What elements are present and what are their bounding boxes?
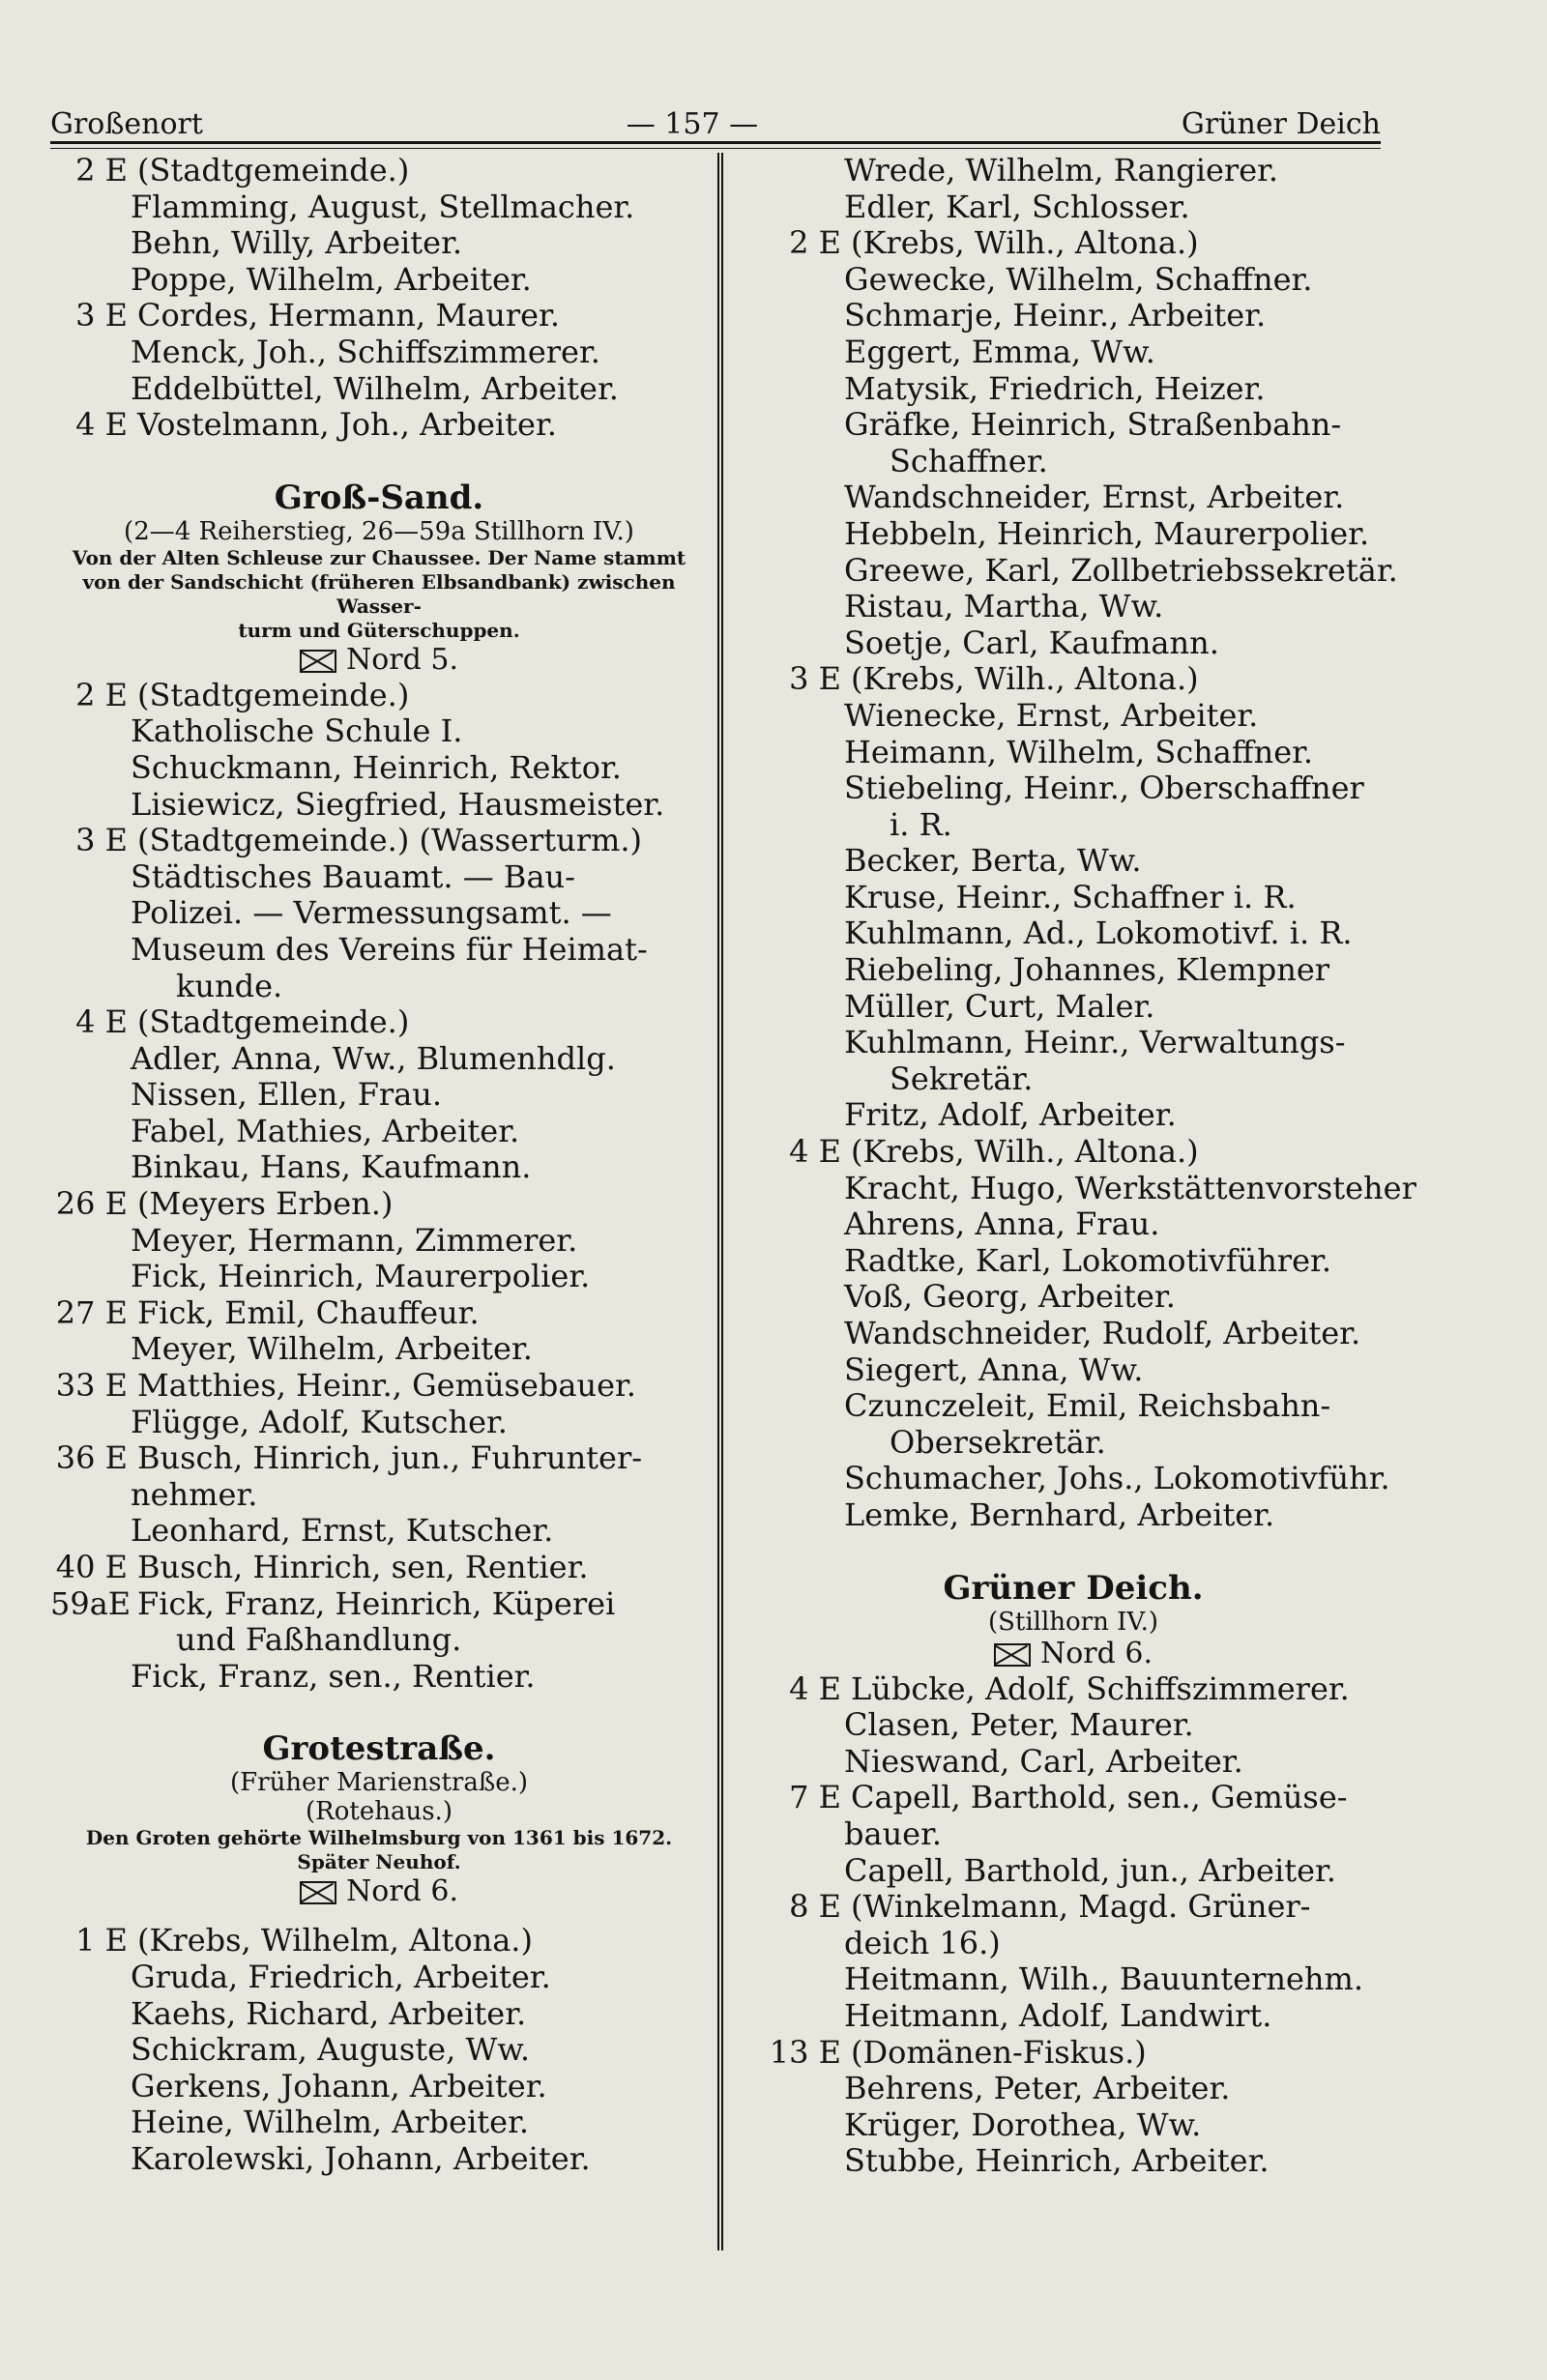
resident-line: Schuckmann, Heinrich, Rektor. xyxy=(131,748,622,786)
postal-district xyxy=(50,1874,708,1909)
resident-line: Katholische Schule I. xyxy=(131,712,463,750)
resident-line: Meyer, Hermann, Zimmerer. xyxy=(131,1221,578,1259)
street-title: Groß-Sand. xyxy=(274,478,484,517)
street-note: Später Neuhof. xyxy=(297,1850,461,1874)
resident-line: Kaehs, Richard, Arbeiter. xyxy=(131,1994,527,2032)
resident-line: Siegert, Anna, Ww. xyxy=(844,1350,1144,1388)
resident-line: Flügge, Adolf, Kutscher. xyxy=(131,1403,508,1440)
street-note: von der Sandschicht (früheren Elbsandbank) zwischen Wasser- xyxy=(82,569,676,618)
resident-line: Stiebeling, Heinr., Oberschaffner xyxy=(844,769,1364,807)
house-number: 3 E xyxy=(75,822,128,859)
resident-line: Soetje, Carl, Kaufmann. xyxy=(844,624,1219,661)
resident-line: Polizei. — Vermessungsamt. — xyxy=(131,894,612,932)
entry-text: (Meyers Erben.) xyxy=(137,1185,394,1223)
resident-line: Radtke, Karl, Lokomotivführer. xyxy=(844,1241,1331,1279)
resident-line: Krüger, Dorothea, Ww. xyxy=(844,2105,1202,2143)
house-entry xyxy=(50,1295,708,1332)
house-entry xyxy=(50,1550,708,1586)
house-entry xyxy=(50,1440,708,1477)
house-entry xyxy=(50,1923,708,1959)
resident-line: Nissen, Ellen, Frau. xyxy=(131,1076,443,1114)
house-entry xyxy=(764,1134,1383,1171)
resident-line: Kracht, Hugo, Werkstättenvorsteher xyxy=(844,1169,1416,1206)
resident-line: Becker, Berta, Ww. xyxy=(844,842,1142,880)
house-number: 4 E xyxy=(789,1669,841,1707)
resident-line: Poppe, Wilhelm, Arbeiter. xyxy=(131,260,532,298)
column-divider xyxy=(717,153,723,2250)
house-entry xyxy=(50,153,708,189)
resident-line: bauer. xyxy=(844,1814,943,1852)
house-number: 33 E xyxy=(55,1367,128,1405)
resident-line: Heitmann, Wilh., Bauunternehm. xyxy=(844,1960,1364,1998)
house-number: 7 E xyxy=(789,1779,841,1816)
house-number: 4 E xyxy=(75,406,128,444)
postal-district-label: Nord 5. xyxy=(345,642,458,677)
house-entry xyxy=(50,407,708,444)
resident-line: nehmer. xyxy=(131,1475,258,1513)
resident-line: Müller, Curt, Maler. xyxy=(844,987,1155,1025)
house-number: 2 E xyxy=(75,676,128,713)
resident-line: Binkau, Hans, Kaufmann. xyxy=(131,1148,532,1186)
header-rule xyxy=(50,141,1381,149)
street-note: turm und Güterschuppen. xyxy=(238,618,520,642)
entry-text: Fick, Franz, Heinrich, Küperei xyxy=(137,1584,616,1622)
entry-text: Lübcke, Adolf, Schiffszimmerer. xyxy=(851,1669,1350,1707)
entry-text: (Domänen-Fiskus.) xyxy=(851,2033,1147,2071)
resident-line: Greewe, Karl, Zollbetriebssekretär. xyxy=(844,551,1398,589)
resident-line: Lemke, Bernhard, Arbeiter. xyxy=(844,1495,1275,1533)
resident-line: Capell, Barthold, jun., Arbeiter. xyxy=(844,1851,1336,1889)
entry-text: (Krebs, Wilh., Altona.) xyxy=(851,224,1199,262)
resident-line: Kruse, Heinr., Schaffner i. R. xyxy=(844,878,1297,915)
resident-line: Heitmann, Adolf, Landwirt. xyxy=(844,1996,1272,2034)
entry-text: (Krebs, Wilhelm, Altona.) xyxy=(137,1922,533,1959)
resident-line: Kuhlmann, Heinr., Verwaltungs- xyxy=(844,1024,1346,1061)
resident-continuation: Schaffner. xyxy=(890,442,1048,479)
entry-text: Busch, Hinrich, sen, Rentier. xyxy=(137,1549,589,1585)
resident-line: Clasen, Peter, Maurer. xyxy=(844,1706,1194,1744)
resident-line: Meyer, Wilhelm, Arbeiter. xyxy=(131,1330,533,1368)
entry-text: (Stadtgemeinde.) xyxy=(137,1003,410,1041)
house-number: 1 E xyxy=(75,1922,128,1959)
resident-line: Edler, Karl, Schlosser. xyxy=(844,188,1190,225)
house-entry xyxy=(764,1889,1383,1926)
resident-line: Stubbe, Heinrich, Arbeiter. xyxy=(844,2142,1270,2180)
house-entry xyxy=(764,661,1383,698)
resident-line: Eddelbüttel, Wilhelm, Arbeiter. xyxy=(131,369,619,407)
resident-line: Kuhlmann, Ad., Lokomotivf. i. R. xyxy=(844,914,1353,952)
house-number: 27 E xyxy=(55,1293,128,1331)
resident-continuation: i. R. xyxy=(890,805,952,843)
postal-district xyxy=(764,1637,1383,1671)
resident-line: Wandschneider, Rudolf, Arbeiter. xyxy=(844,1315,1361,1351)
street-subtitle: (Früher Marienstraße.) xyxy=(229,1768,529,1798)
house-number: 3 E xyxy=(75,297,128,334)
resident-line: Flamming, August, Stellmacher. xyxy=(131,188,635,225)
entry-text: Busch, Hinrich, jun., Fuhrunter- xyxy=(137,1439,643,1477)
house-number: 36 E xyxy=(55,1439,128,1477)
resident-line: Gewecke, Wilhelm, Schaffner. xyxy=(844,260,1313,298)
resident-line: Riebeling, Johannes, Klempner xyxy=(844,951,1330,989)
resident-line: Lisiewicz, Siegfried, Hausmeister. xyxy=(131,785,665,823)
entry-text: Capell, Barthold, sen., Gemüse- xyxy=(851,1779,1348,1816)
entry-text: (Stadtgemeinde.) (Wasserturm.) xyxy=(137,822,642,859)
resident-line: Fritz, Adolf, Arbeiter. xyxy=(844,1096,1177,1134)
resident-line: Fick, Heinrich, Maurerpolier. xyxy=(131,1258,591,1295)
postal-district-label: Nord 6. xyxy=(1039,1636,1153,1670)
section-gap xyxy=(50,444,708,479)
house-number: 4 E xyxy=(789,1133,841,1171)
resident-line: Ristau, Martha, Ww. xyxy=(844,588,1164,625)
resident-line: Wrede, Wilhelm, Rangierer. xyxy=(844,152,1279,189)
house-number: 3 E xyxy=(789,660,841,698)
house-number: 2 E xyxy=(75,152,128,189)
resident-line: Menck, Joh., Schiffszimmerer. xyxy=(131,333,600,370)
entry-text: Fick, Emil, Chauffeur. xyxy=(137,1293,480,1331)
right-column xyxy=(764,152,1416,2250)
resident-line: Karolewski, Johann, Arbeiter. xyxy=(131,2139,591,2177)
section-gap xyxy=(764,1534,1383,1569)
street-note: Den Groten gehörte Wilhelmsburg von 1361 bis 1672. xyxy=(85,1826,673,1850)
house-number: 4 E xyxy=(75,1003,128,1041)
resident-line: Städtisches Bauamt. — Bau- xyxy=(131,857,575,895)
resident-line: Behrens, Peter, Arbeiter. xyxy=(844,2070,1231,2107)
resident-line: Museum des Vereins für Heimat- xyxy=(131,930,648,968)
resident-line: Adler, Anna, Ww., Blumenhdlg. xyxy=(131,1039,616,1077)
resident-line: Gruda, Friedrich, Arbeiter. xyxy=(131,1958,551,1995)
house-number: 59aE xyxy=(50,1584,131,1622)
entry-text: (Stadtgemeinde.) xyxy=(137,152,410,189)
house-entry xyxy=(50,823,708,859)
left-column xyxy=(50,153,708,2250)
entry-text: (Winkelmann, Magd. Grüner- xyxy=(851,1888,1311,1926)
house-entry xyxy=(764,1780,1383,1816)
envelope-icon xyxy=(300,1881,336,1904)
resident-line: Gräfke, Heinrich, Straßenbahn- xyxy=(844,406,1342,444)
house-entry xyxy=(764,2035,1383,2072)
resident-line: Leonhard, Ernst, Kutscher. xyxy=(131,1512,554,1550)
resident-line: Eggert, Emma, Ww. xyxy=(844,333,1155,370)
resident-line: Heine, Wilhelm, Arbeiter. xyxy=(131,2104,530,2141)
page-header xyxy=(50,97,1381,141)
street-subtitle: (Stillhorn IV.) xyxy=(987,1607,1159,1637)
resident-line: Fabel, Mathies, Arbeiter. xyxy=(131,1112,520,1149)
entry-text: (Krebs, Wilh., Altona.) xyxy=(851,660,1199,698)
house-number: 8 E xyxy=(789,1888,841,1926)
resident-line: Ahrens, Anna, Frau. xyxy=(844,1205,1160,1243)
street-title: Grotestraße. xyxy=(262,1729,496,1769)
street-title: Grüner Deich. xyxy=(943,1568,1204,1608)
resident-line: Czunczeleit, Emil, Reichsbahn- xyxy=(844,1387,1331,1425)
entry-text: Cordes, Hermann, Maurer. xyxy=(137,297,560,334)
street-subtitle: (Rotehaus.) xyxy=(306,1797,452,1827)
resident-line: Schmarje, Heinr., Arbeiter. xyxy=(844,297,1267,334)
envelope-icon xyxy=(994,1643,1031,1667)
house-number: 40 E xyxy=(55,1549,128,1585)
house-entry xyxy=(764,1671,1383,1708)
header-left: Großenort xyxy=(50,107,203,141)
resident-line: Schumacher, Johs., Lokomotivführ. xyxy=(844,1460,1390,1497)
street-subtitle: (2—4 Reiherstieg, 26—59a Stillhorn IV.) xyxy=(124,516,634,546)
resident-line: Matysik, Friedrich, Heizer. xyxy=(844,369,1266,407)
resident-line: Fick, Franz, sen., Rentier. xyxy=(131,1657,536,1695)
resident-line: Voß, Georg, Arbeiter. xyxy=(844,1278,1176,1316)
resident-line: Behn, Willy, Arbeiter. xyxy=(131,224,463,262)
entry-text: (Krebs, Wilh., Altona.) xyxy=(851,1133,1199,1171)
entry-text: (Stadtgemeinde.) xyxy=(137,676,410,713)
house-number: 13 E xyxy=(769,2033,841,2071)
house-entry xyxy=(50,1186,708,1223)
section-gap xyxy=(50,1909,708,1923)
resident-line: Heimann, Wilhelm, Schaffner. xyxy=(844,733,1314,770)
house-entry xyxy=(50,298,708,334)
section-gap xyxy=(50,1695,708,1729)
resident-continuation: kunde. xyxy=(176,967,283,1004)
resident-line: Gerkens, Johann, Arbeiter. xyxy=(131,2067,547,2104)
entry-text: Vostelmann, Joh., Arbeiter. xyxy=(137,406,557,444)
envelope-icon xyxy=(300,650,336,673)
resident-line: Hebbeln, Heinrich, Maurerpolier. xyxy=(844,514,1370,552)
postal-district xyxy=(50,643,708,678)
resident-line: Wienecke, Ernst, Arbeiter. xyxy=(844,696,1259,734)
resident-continuation: Sekretär. xyxy=(890,1059,1034,1097)
resident-line: deich 16.) xyxy=(844,1924,1001,1961)
page-number: — 157 — xyxy=(626,107,759,141)
header-right: Grüner Deich xyxy=(1181,107,1381,141)
house-number: 2 E xyxy=(789,224,841,262)
resident-continuation: und Faßhandlung. xyxy=(176,1621,462,1659)
house-entry xyxy=(50,1368,708,1405)
street-note: Von der Alten Schleuse zur Chaussee. Der Name stammt xyxy=(72,545,686,569)
house-entry xyxy=(50,1586,708,1623)
resident-line: Wandschneider, Ernst, Arbeiter. xyxy=(844,479,1345,516)
house-entry xyxy=(50,678,708,714)
house-number: 26 E xyxy=(55,1185,128,1223)
house-entry xyxy=(50,1004,708,1041)
postal-district-label: Nord 6. xyxy=(345,1874,458,1909)
entry-text: Matthies, Heinr., Gemüsebauer. xyxy=(137,1367,636,1405)
resident-line: Nieswand, Carl, Arbeiter. xyxy=(844,1742,1243,1780)
resident-line: Schickram, Auguste, Ww. xyxy=(131,2031,531,2069)
house-entry xyxy=(764,225,1383,262)
resident-continuation: Obersekretär. xyxy=(890,1423,1106,1461)
